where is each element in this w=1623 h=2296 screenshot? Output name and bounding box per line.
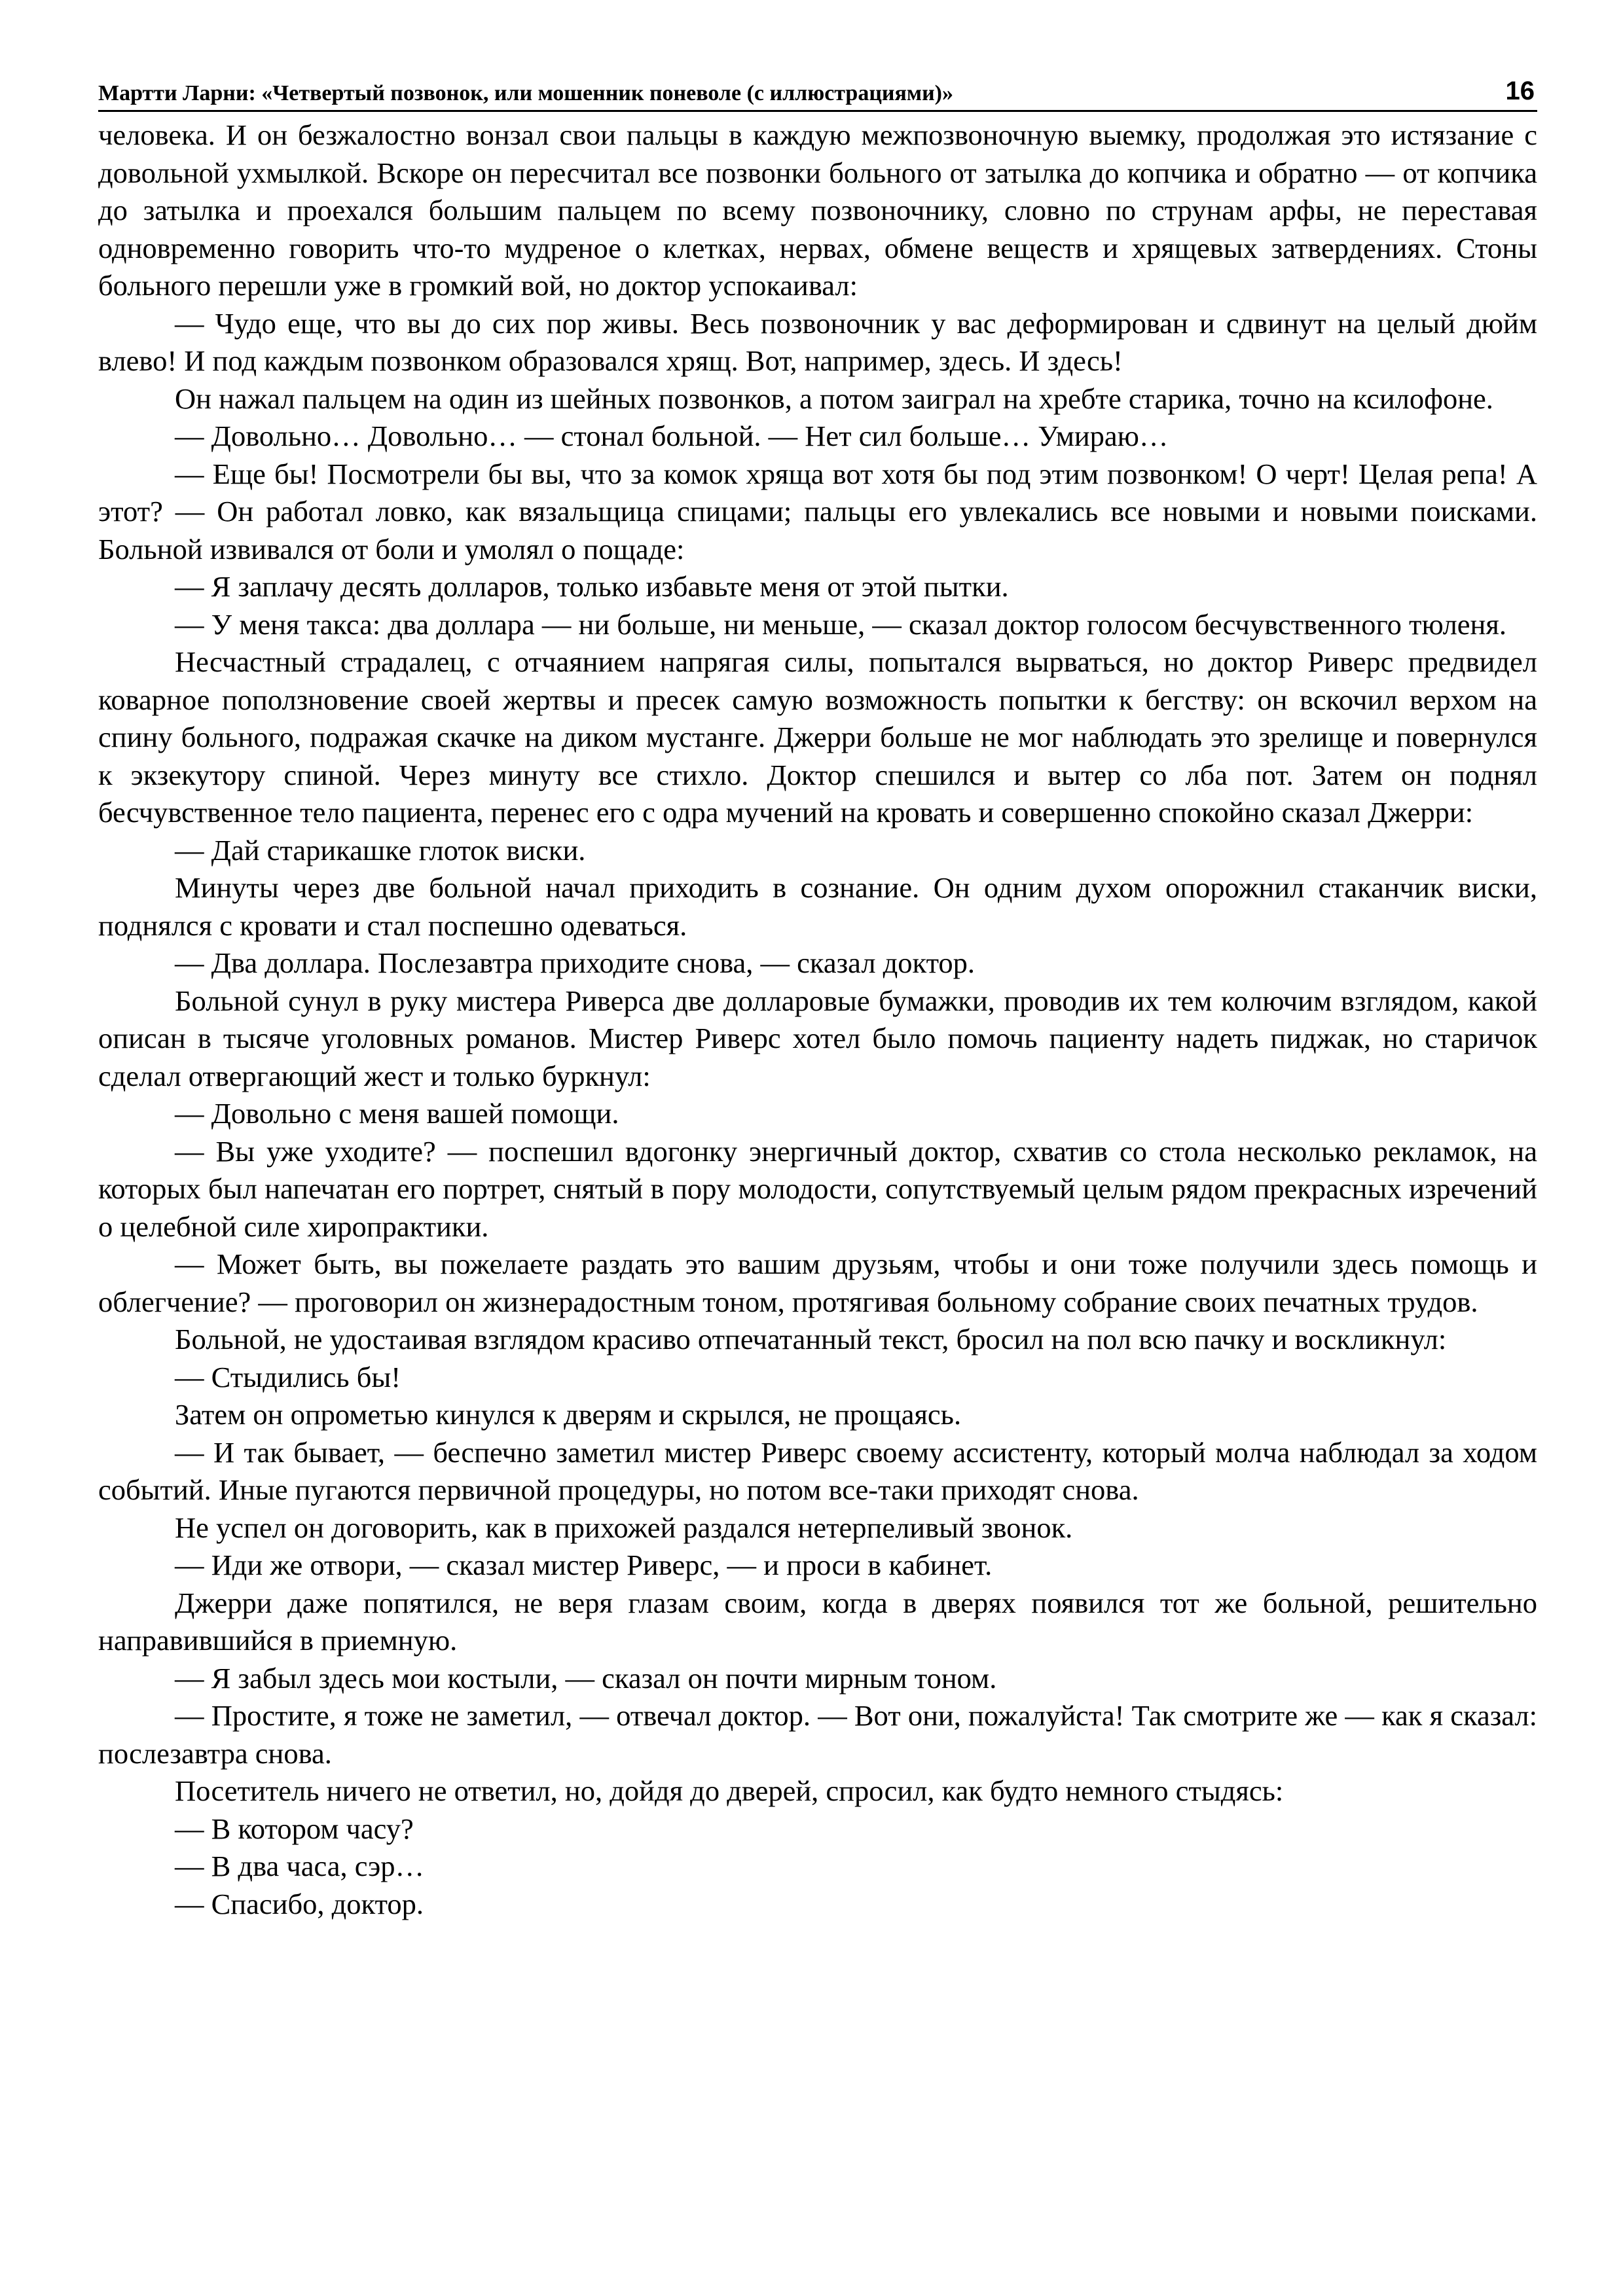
paragraph: — Может быть, вы пожелаете раздать это вашим друзьям, чтобы и они тоже получили здесь помощь и облегчение? — проговорил он жизнерадостным тоном, протягивая больному собрание своих печатных трудов.	[98, 1247, 1537, 1318]
paragraph: Несчастный страдалец, с отчаянием напрягая силы, попытался вырваться, но доктор Риверс предвидел коварное поползновение своей жертвы и пресек самую возможность попытки к бегству: он вскочил верхом на спину больного, подражая скачке на диком мустанге. Джерри больше не мог наблюдать это зрелище и повернулся к экзекутору спиной. Через минуту все стихло. Доктор спешился и вытер со лба пот. Затем он поднял бесчувственное тело пациента, перенес его с одра мучений на кровать и совершенно спокойно сказал Джерри:	[98, 645, 1537, 829]
body-text	[98, 117, 1537, 1923]
page-number: 16	[1505, 77, 1535, 105]
paragraph: — Я заплачу десять долларов, только избавьте меня от этой пытки.	[175, 570, 1009, 603]
paragraph: — Дай старикашке глоток виски.	[175, 833, 586, 867]
paragraph: — Чудо еще, что вы до сих пор живы. Весь позвоночник у вас деформирован и сдвинут на целый дюйм влево! И под каждым позвонком образовался хрящ. Вот, например, здесь. И здесь!	[98, 306, 1537, 377]
paragraph: Больной, не удостаивая взглядом красиво отпечатанный текст, бросил на пол всю пачку и воскликнул:	[175, 1323, 1447, 1355]
paragraph: — Иди же отвори, — сказал мистер Риверс, — и проси в кабинет.	[175, 1549, 993, 1581]
paragraph: Он нажал пальцем на один из шейных позвонков, а потом заиграл на хребте старика, точно на ксилофоне.	[175, 382, 1493, 415]
paragraph: — И так бывает, — беспечно заметил мистер Риверс своему ассистенту, который молча наблюдал за ходом событий. Иные пугаются первичной процедуры, но потом все-таки приходят снова.	[98, 1435, 1537, 1506]
paragraph: — Стыдились бы!	[175, 1360, 401, 1393]
paragraph: — В котором часу?	[175, 1812, 414, 1845]
paragraph: — Простите, я тоже не заметил, — отвечал доктор. — Вот они, пожалуйста! Так смотрите же — как я сказал: послезавтра снова.	[98, 1699, 1537, 1770]
paragraph: — Я забыл здесь мои костыли, — сказал он почти мирным тоном.	[175, 1661, 997, 1695]
paragraph: — Вы уже уходите? — поспешил вдогонку энергичный доктор, схватив со стола несколько рекламок, на которых был напечатан его портрет, снятый в пору молодости, сопутствуемый целым рядом прекрасных изречений о целебной силе хиропрактики.	[98, 1134, 1537, 1243]
header-title: Мартти Ларни: «Четвертый позвонок, или мошенник поневоле (с иллюстрациями)»	[98, 81, 953, 105]
paragraph: — Довольно… Довольно… — стонал больной. — Нет сил больше… Умираю…	[175, 420, 1169, 452]
paragraph: — У меня такса: два доллара — ни больше, ни меньше, — сказал доктор голосом бесчувственного тюленя.	[175, 607, 1506, 641]
paragraph: Посетитель ничего не ответил, но, дойдя до дверей, спросил, как будто немного стыдясь:	[175, 1774, 1284, 1807]
paragraph: — Еще бы! Посмотрели бы вы, что за комок хряща вот хотя бы под этим позвонком! О черт! Целая репа! А этот? — Он работал ловко, как вязальщица спицами; пальцы его увлекались все новыми и новыми поисками. Больной извивался от боли и умолял о пощаде:	[98, 457, 1537, 565]
running-header	[98, 71, 1537, 112]
paragraph: — Довольно с меня вашей помощи.	[175, 1097, 619, 1130]
paragraph: — Два доллара. Послезавтра приходите снова, — сказал доктор.	[175, 946, 976, 979]
paragraph: Затем он опрометью кинулся к дверям и скрылся, не прощаясь.	[175, 1398, 962, 1431]
paragraph: Джерри даже попятился, не веря глазам своим, когда в дверях появился тот же больной, решительно направившийся в приемную.	[98, 1586, 1537, 1657]
paragraph: Не успел он договорить, как в прихожей раздался нетерпеливый звонок.	[175, 1511, 1073, 1544]
paragraph: Больной сунул в руку мистера Риверса две долларовые бумажки, проводив их тем колючим взглядом, какой описан в тысяче уголовных романов. Мистер Риверс хотел было помочь пациенту надеть пиджак, но старичок сделал отвергающий жест и только буркнул:	[98, 984, 1537, 1092]
paragraph: — В два часа, сэр…	[175, 1850, 424, 1882]
paragraph: — Спасибо, доктор.	[175, 1887, 424, 1920]
paragraph: Минуты через две больной начал приходить в сознание. Он одним духом опорожнил стаканчик виски, поднялся с кровати и стал поспешно одеваться.	[98, 871, 1537, 942]
paragraph: человека. И он безжалостно вонзал свои пальцы в каждую межпозвоночную выемку, продолжая это истязание с довольной ухмылкой. Вскоре он пересчитал все позвонки больного от затылка до копчика и обратно — от копчика до затылка и проехался большим пальцем по всему позвоночнику, словно по струнам арфы, не переставая одновременно говорить что-то мудреное о клетках, нервах, обмене веществ и хрящевых затвердениях. Стоны больного перешли уже в громкий вой, но доктор успокаивал:	[98, 118, 1537, 302]
